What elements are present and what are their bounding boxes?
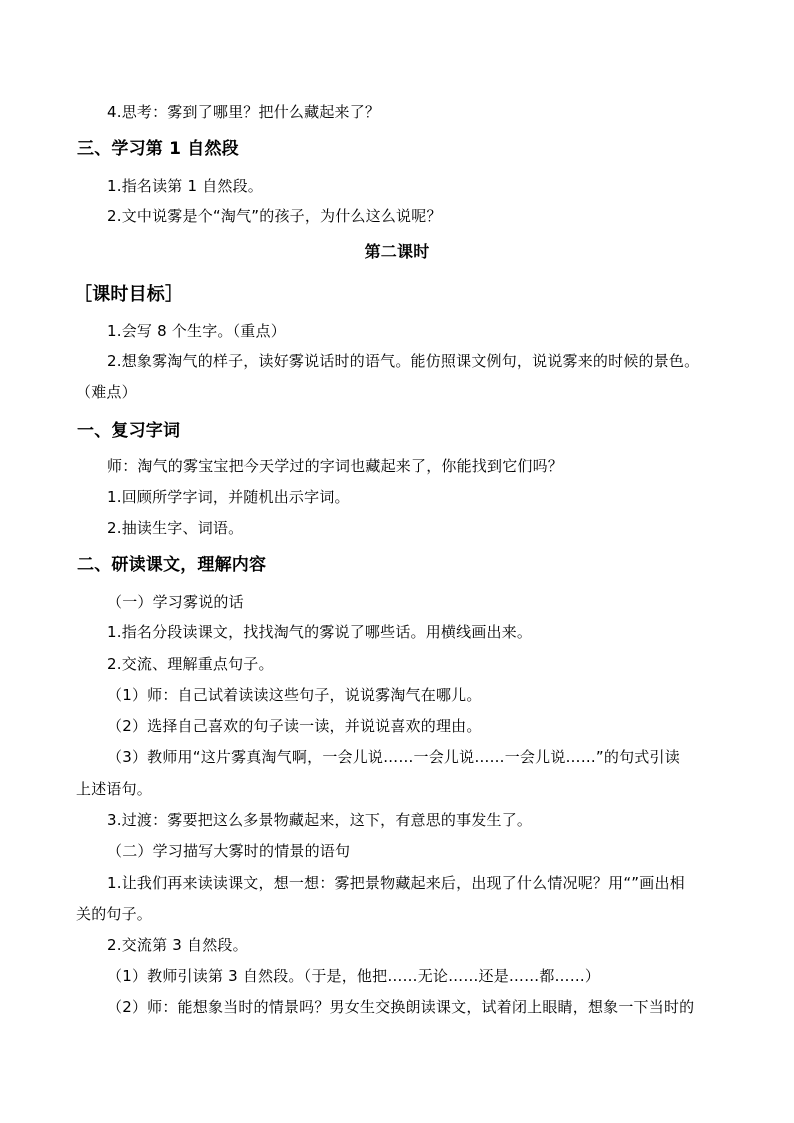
fog-step-1-continuation: 关的句子。: [76, 905, 153, 923]
teacher-intro: 师：淘气的雾宝宝把今天学过的字词也藏起来了，你能找到它们吗？: [107, 457, 564, 475]
subsection-1-heading: （一）学习雾说的话: [107, 593, 244, 611]
study-step-2-item-2: （2）选择自己喜欢的句子读一读，并说说喜欢的理由。: [107, 717, 482, 735]
lesson-2-title: 第二课时: [364, 242, 430, 261]
fog-step-2: 2.交流第 3 自然段。: [107, 936, 248, 954]
study-step-2: 2.交流、理解重点句子。: [107, 655, 274, 673]
study-step-1: 1.指名分段读课文，找找淘气的雾说了哪些话。用横线画出来。: [107, 623, 533, 641]
fog-step-1: 1.让我们再来读读课文，想一想：雾把景物藏起来后，出现了什么情况呢？用“”画出相: [107, 874, 685, 892]
goal-2: 2.想象雾淘气的样子，读好雾说话时的语气。能仿照课文例句，说说雾来的时候的景色。: [107, 352, 700, 370]
goal-2-continuation: （难点）: [76, 383, 137, 401]
step-4-think: 4.思考：雾到了哪里？把什么藏起来了？: [107, 103, 381, 121]
section-1-heading: 一、复习字词: [77, 421, 181, 441]
subsection-2-heading: （二）学习描写大雾时的情景的语句: [107, 842, 351, 860]
review-step-1: 1.回顾所学字词，并随机出示字词。: [107, 488, 350, 506]
study-step-2-item-1: （1）师：自己试着读读这些句子，说说雾淘气在哪儿。: [107, 686, 482, 704]
goal-1: 1.会写 8 个生字。（重点）: [107, 322, 286, 340]
review-step-2: 2.抽读生字、词语。: [107, 519, 244, 537]
step-1-read-paragraph: 1.指名读第 1 自然段。: [107, 177, 263, 195]
study-step-3-transition: 3.过渡：雾要把这么多景物藏起来，这下，有意思的事发生了。: [107, 811, 533, 829]
study-step-2-item-3: （3）教师用“这片雾真淘气啊，一会儿说……一会儿说……一会儿说……”的句式引读: [107, 748, 680, 766]
section-2-heading: 二、研读课文，理解内容: [77, 555, 267, 575]
section-3-heading: 三、学习第 1 自然段: [77, 139, 239, 159]
step-2-question: 2.文中说雾是个“淘气”的孩子，为什么这么说呢？: [107, 207, 442, 225]
lesson-goals-heading: ［课时目标］: [74, 284, 184, 305]
fog-step-2-item-1: （1）教师引读第 3 自然段。（于是，他把……无论……还是……都……）: [107, 967, 601, 985]
fog-step-2-item-2: （2）师：能想象当时的情景吗？男女生交换朗读课文，试着闭上眼睛，想象一下当时的: [107, 998, 695, 1016]
study-step-2-item-3-continuation: 上述语句。: [76, 780, 153, 798]
